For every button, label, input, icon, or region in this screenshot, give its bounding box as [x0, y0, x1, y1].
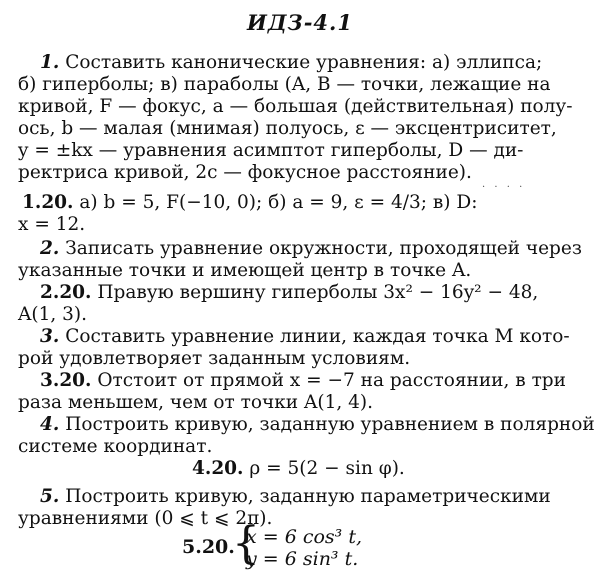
- task-5: [18, 486, 578, 530]
- task-4-text-1: Построить кривую, заданную уравнением в полярной: [65, 414, 595, 435]
- task-2: [18, 238, 582, 282]
- problem-2-20: [18, 282, 578, 326]
- task-1-line-1: [18, 52, 578, 74]
- task-4-line-1: [18, 414, 595, 436]
- task-2-text-1: Записать уравнение окружности, проходящей через: [65, 238, 582, 259]
- problem-3-line-1: [18, 370, 578, 392]
- problem-1-20: [18, 192, 578, 236]
- problem-4-20: [18, 458, 578, 480]
- problem-3-text-1: Отстоит от прямой x = −7 на расстоянии, в три: [91, 370, 566, 391]
- page-title: ИДЗ-4.1: [247, 10, 353, 35]
- problem-1-text-1: а) b = 5, F(−10, 0); б) a = 9, ε = 4/3; в) D:: [73, 192, 478, 213]
- print-artifact: · · · ·: [482, 182, 526, 193]
- task-1-line-5: y = ±kx — уравнения асимптот гиперболы, D — ди-: [18, 140, 524, 161]
- task-3-number: 3.: [40, 326, 60, 347]
- problem-2-text-1: Правую вершину гиперболы 3x² − 16y² − 48,: [91, 282, 539, 303]
- task-1-line-4: ось, b — малая (мнимая) полуось, ε — эксцентриситет,: [18, 118, 557, 139]
- task-4-number: 4.: [40, 414, 60, 435]
- problem-3-number: 3.20.: [40, 370, 92, 391]
- task-2-line-1: [18, 238, 582, 260]
- system-equation-y: y = 6 sin³ t.: [246, 548, 359, 570]
- task-4: [18, 414, 595, 458]
- task-5-line-2: уравнениями (0 ⩽ t ⩽ 2π).: [18, 508, 273, 529]
- problem-4-line-1: [18, 458, 578, 480]
- problem-1-line-1: [18, 192, 578, 214]
- task-5-line-1: [18, 486, 578, 508]
- problem-1-number: 1.20.: [22, 192, 74, 213]
- task-2-number: 2.: [40, 238, 60, 259]
- system-equation-x: x = 6 cos³ t,: [246, 526, 363, 548]
- task-5-text-1: Построить кривую, заданную параметрическими: [65, 486, 551, 507]
- problem-1-line-2: x = 12.: [18, 214, 86, 235]
- problem-3-20: [18, 370, 578, 414]
- system-brace: {: [232, 518, 260, 569]
- task-3: [18, 326, 578, 370]
- problem-2-line-1: [18, 282, 578, 304]
- task-1: [18, 52, 578, 184]
- problem-5-number: 5.20.: [182, 536, 235, 558]
- problem-2-line-2: A(1, 3).: [18, 304, 87, 325]
- task-4-line-2: системе координат.: [18, 436, 213, 457]
- task-1-line-6: ректриса кривой, 2c — фокусное расстояние).: [18, 162, 472, 183]
- task-2-line-2: указанные точки и имеющей центр в точке A.: [18, 260, 472, 281]
- problem-4-text: ρ = 5(2 − sin φ).: [243, 458, 405, 479]
- task-5-number: 5.: [40, 486, 60, 507]
- task-3-text-1: Составить уравнение линии, каждая точка M кото-: [65, 326, 570, 347]
- task-3-line-1: [18, 326, 578, 348]
- problem-3-line-2: раза меньшем, чем от точки A(1, 4).: [18, 392, 373, 413]
- task-1-text-1: Составить канонические уравнения: а) эллипса;: [65, 52, 543, 73]
- problem-4-number: 4.20.: [192, 458, 244, 479]
- task-1-number: 1.: [40, 52, 60, 73]
- task-1-line-2: б) гиперболы; в) параболы (A, B — точки, лежащие на: [18, 74, 551, 95]
- task-1-line-3: кривой, F — фокус, a — большая (действительная) полу-: [18, 96, 573, 117]
- problem-2-number: 2.20.: [40, 282, 92, 303]
- task-3-line-2: рой удовлетворяет заданным условиям.: [18, 348, 411, 369]
